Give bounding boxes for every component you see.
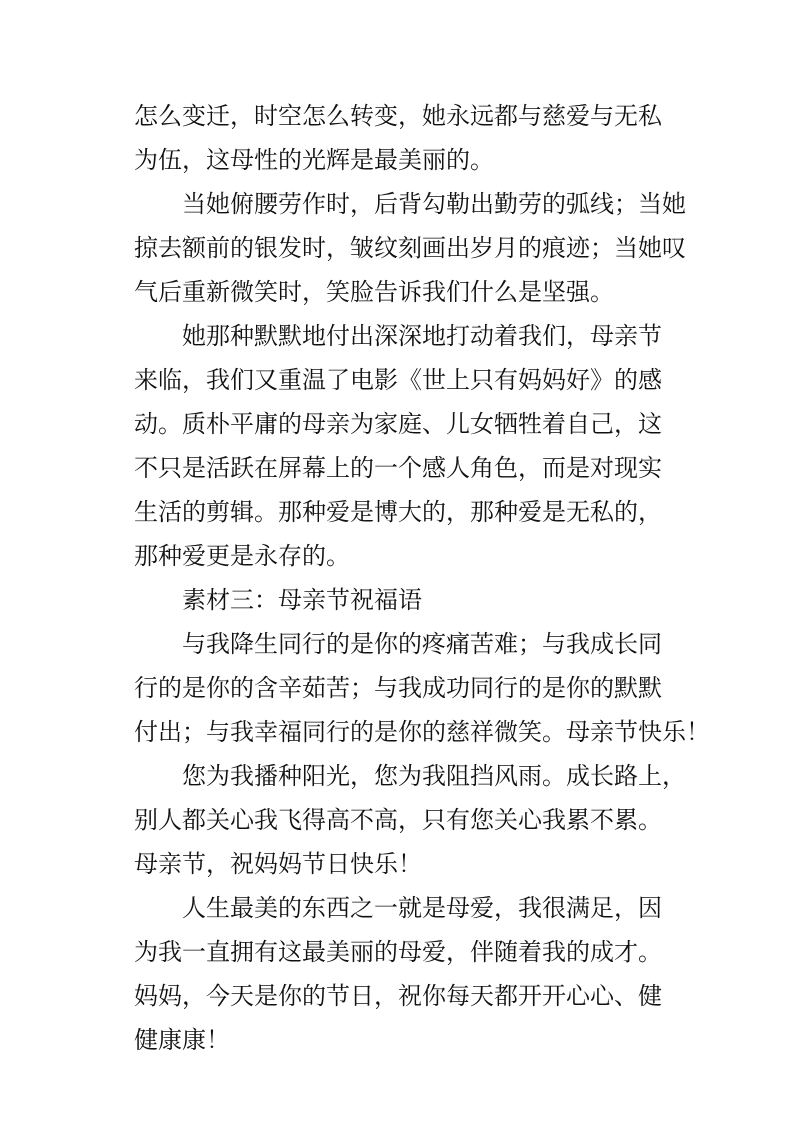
text-line: 不只是活跃在屏幕上的一个感人角色，而是对现实 xyxy=(134,454,662,482)
text-line: 那种爱更是永存的。 xyxy=(134,542,350,570)
paragraph-first-line: 当她俯腰劳作时，后背勾勒出勤劳的弧线；当她 xyxy=(182,190,686,218)
text-line: 为我一直拥有这最美丽的母爱，伴随着我的成才。 xyxy=(134,938,662,966)
paragraph-first-line: 人生最美的东西之一就是母爱，我很满足，因 xyxy=(182,894,662,922)
text-line: 行的是你的含辛茹苦；与我成功同行的是你的默默 xyxy=(134,674,662,702)
paragraph-first-line: 您为我播种阳光，您为我阻挡风雨。成长路上， xyxy=(182,762,686,790)
text-line: 为伍，这母性的光辉是最美丽的。 xyxy=(134,146,494,174)
text-line: 来临，我们又重温了电影《世上只有妈妈好》的感 xyxy=(134,366,662,394)
text-line: 健康康！ xyxy=(134,1026,230,1054)
text-line: 掠去额前的银发时，皱纹刻画出岁月的痕迹；当她叹 xyxy=(134,234,686,262)
section-heading: 素材三：母亲节祝福语 xyxy=(182,586,422,614)
text-line: 别人都关心我飞得高不高，只有您关心我累不累。 xyxy=(134,806,662,834)
text-line: 怎么变迁，时空怎么转变，她永远都与慈爱与无私 xyxy=(134,102,662,130)
text-line: 生活的剪辑。那种爱是博大的，那种爱是无私的， xyxy=(134,498,662,526)
paragraph-first-line: 与我降生同行的是你的疼痛苦难；与我成长同 xyxy=(182,630,662,658)
text-line: 付出；与我幸福同行的是你的慈祥微笑。母亲节快乐！ xyxy=(134,718,710,746)
text-line: 妈妈，今天是你的节日，祝你每天都开开心心、健 xyxy=(134,982,662,1010)
text-line: 气后重新微笑时，笑脸告诉我们什么是坚强。 xyxy=(134,278,614,306)
text-line: 母亲节，祝妈妈节日快乐！ xyxy=(134,850,422,878)
paragraph-first-line: 她那种默默地付出深深地打动着我们，母亲节 xyxy=(182,322,662,350)
text-line: 动。质朴平庸的母亲为家庭、儿女牺牲着自己，这 xyxy=(134,410,662,438)
